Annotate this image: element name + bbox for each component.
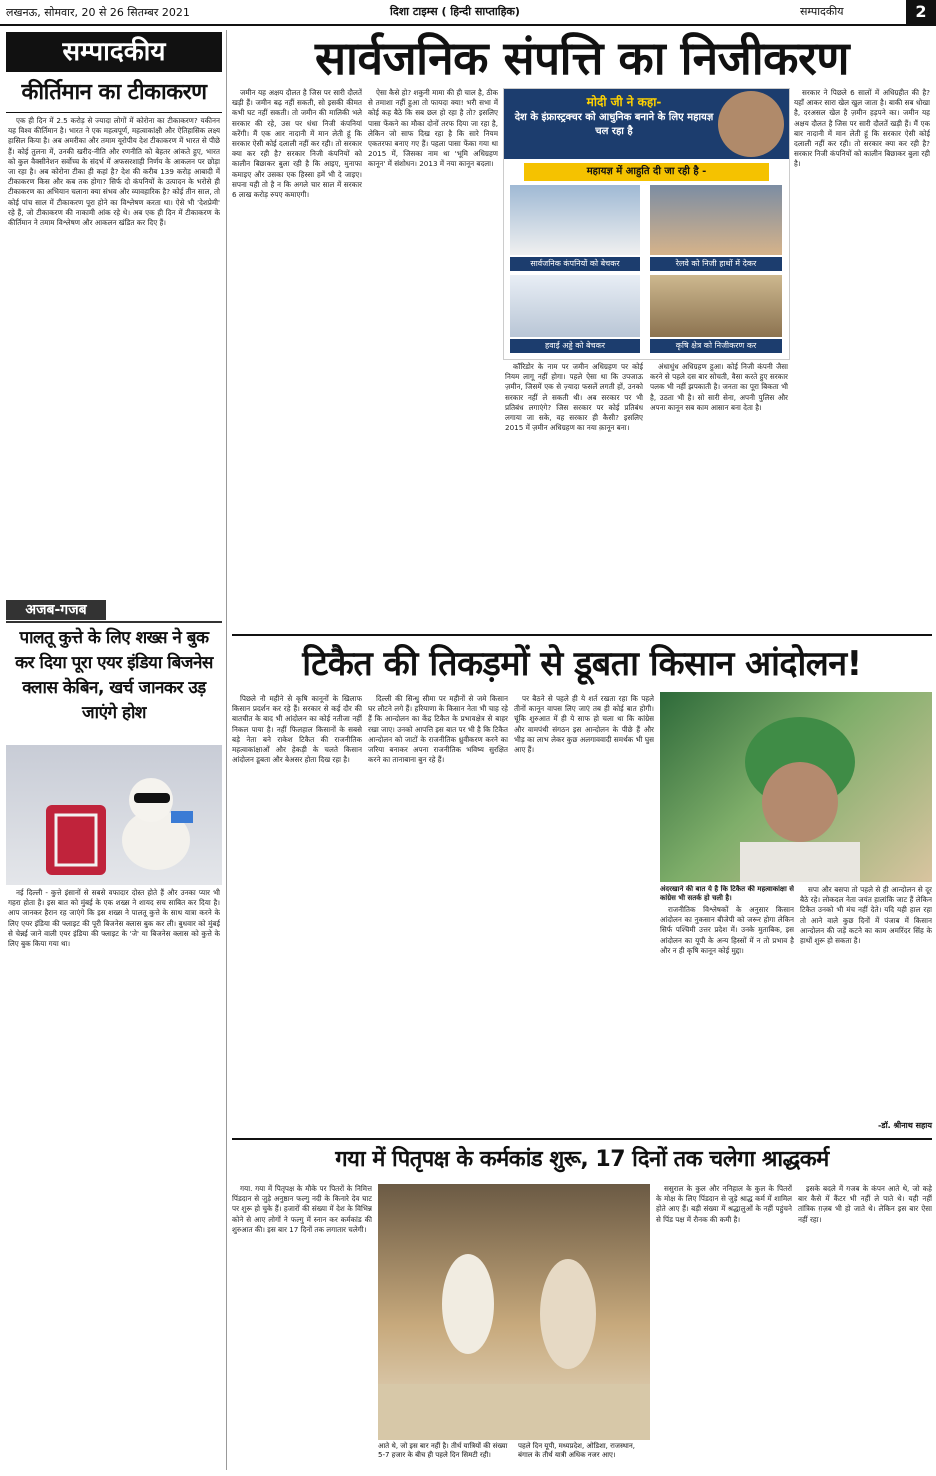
lead-lower-col-1 [505,362,643,628]
photo-farmer [650,275,782,337]
lead-col-2-text: ऐसा कैसे हो? शकुनी मामा की ही चाल है, ठीक से तमाशा नहीं हुआ तो फायदा क्या! भरी सभा में कोई कह बैठे कि सब छल हो रहा है तो? इसलिए पासा फेंकने का मौका दोनों तरफ दिया जा रहा है, लेकिन जो साफ दिख रहा है कि सारे नियम एकतरफा बनाए गए हैं। पहला पासा फेंका गया था 2015 में, जिसका नाम था 'भूमि अधिग्रहण कानून' में संशोधन। 2013 में नया कानून बदला। [368,88,498,169]
tikait-col-2-text: दिल्ली की सिन्धु सीमा पर महीनों से जमे किसान घर लौटने लगे हैं। हरियाणा के किसान नेता भी चाह रहे हैं कि आन्दोलन का केंद्र टिकैत के प्रभावक्षेत्र से बाहर रखा जाए। उनको आपत्ति इस बात पर भी है कि टिकैत आन्दोलन को जाटों के राजनीतिक ध्रुवीकरण करने का जरिया बनाकर अपना राजनीतिक भविष्य सुरक्षित करने का तानाबाना बुन रहे हैं। [368,694,508,765]
lead-graphic [503,88,790,360]
tikait-photo [660,692,932,882]
graphic-subtitle: देश के इंफ्रास्ट्रक्चर को आधुनिक बनाने के लिए महायज्ञ चल रहा है [514,112,714,137]
graphic-banner: महायज्ञ में आहुति दी जा रही है - [524,163,769,181]
graphic-title: मोदी जी ने कहा- [586,95,662,109]
tikait-photo-caption: अंदरखाने की बात ये है कि टिकैत की महत्वाकांक्षा से कांग्रेस भी सतर्क हो चली है। [660,885,794,902]
editorial-body [8,116,220,594]
gaya-photo-caption-2: पहले दिन यूपी, मध्यप्रदेश, ओडिशा, राजस्थान, बंगाल के तीर्थ यात्री अधिक नजर आए। [518,1442,635,1459]
gaya-photo [378,1184,650,1440]
gaya-col-3 [798,1184,932,1472]
graphic-label-1: सार्वजनिक कंपनियों को बेचकर [510,257,640,271]
gaya-col-1-text: गया. गया में पितृपक्ष के मौके पर पितरों के निमित्त पिंडदान से जुड़े अनुष्ठान फल्गु नदी के किनारे देव घाट पर शुरू हो चुके हैं। हजारों की संख्या में देश के विभिन्न कोने से आए लोगों ने फल्गु में स्नान कर कर्मकांड की शुरुआत की। इस बार 17 दिनों तक लगातार चलेगी। [232,1184,372,1234]
masthead [0,0,936,26]
lead-lower-col-1-text: कॉरिडोर के नाम पर जमीन अधिग्रहण पर कोई नियम लागू नहीं होगा। पहले ऐसा था कि उपजाऊ ज़मीन, जिसमें एक से ज़्यादा फसलें लगती हों, उनको सरकार नहीं ले सकती थी। अब सरकार पर भी प्रतिबंध लगाएंगे? जिस सरकार पर कोई प्रतिबंध लगाया जा सके, वह सरकार ही कैसी? इसलिए 2015 में ज़मीन अधिग्रहण का नया क़ानून बना। [505,362,643,433]
dog-photo [6,745,222,885]
gaya-headline: गया में पितृपक्ष के कर्मकांड शुरू, 17 दिनों तक चलेगा श्राद्धकर्म [335,1147,829,1172]
lead-col-1 [232,88,362,628]
editorial-body-text: एक ही दिन में 2.5 करोड़ से ज्यादा लोगों में कोरोना का टीकाकरण? यकीनन यह विश्व कीर्तिमान है। भारत ने एक महत्वपूर्ण, महत्वाकांक्षी और ऐतिहासिक लक्ष्य हासिल किया है। अब अमरीका और तमाम यूरोपीय देश टीकाकरण में भारत से पीछे हैं। कोई तुलना में, उनकी खरीद-नीति और रणनीति को बेहतर आंकते हुए, भारत को कुल वैक्सीनेशन सर्वोच्च के संदर्भ में अफसरशाही निर्णय के आकलन पर छोड़ा जा रहा है। अब कोरोना टीका ही कहां है? देश की करीब 139 करोड़ आबादी में टीकाकरण किस और कब तक होगा? सिर्फ दो कंपनियों के उत्पादन के भरोसे ही टीकाकरण का अभियान चलाना क्या संभव और व्यावहारिक है? कोई तीन साल, तो कोई पांच साल में टीकाकरण पूरा होने का विश्लेषण करता था। ऐसे भी 'देशप्रेमी' रहे हैं, जो टीकाकरण की नाकामी आंक रहे थे। अब एक ही दिन में टीकाकरण के कीर्तिमान ने तमाम विश्लेषण और आकलन खंडित कर दिए हैं। [8,116,220,228]
tikait-col-3-text: पर बैठने से पहले ही ये शर्त रखता रहा कि पहले तीनों कानून वापस लिए जाएं तब ही कोई बात होगी। चूंकि शुरुआत में ही ये साफ हो चला था कि कांग्रेस और वामपंथी संगठन इस आन्दोलन के पीछे हैं और भीड़ का लाभ लेकर कुछ अलगाववादी समर्थक भी घुस आए हैं। [514,694,654,755]
page-number: 2 [906,0,936,24]
lead-lower-col-2-text: अंधाधुंध अधिग्रहण हुआ। कोई निजी कंपनी जैसा करने से पहले दस बार सोचती, वैसा करते हुए सरकार पलक भी नहीं झपकाती है। जनता का पूरा बिकता भी है, उठता भी है। सो सारी सेना, अपनी पुलिस और अपना कानून सब काम आसान बना देता है। [650,362,788,412]
tikait-col-5-text: सपा और बसपा तो पहले से ही आन्दोलन से दूर बैठे रहे। लोकदल नेता जयंत हालांकि जाट हैं लेकिन टिकैत उनको भी मंच नहीं देते। यदि यही हाल रहा तो आने वाले कुछ दिनों में पंजाब में किसान आन्दोलन की जड़ें कटने का काम अमरिंदर सिंह के हाथों शुरू हो सकता है। [800,885,932,946]
lead-col-3-text: सरकार ने पिछले 6 सालों में अधिग्रहीत की है? यहाँ आकर सारा खेल खुल जाता है। बाकी सब धोखा है, दरअसल खेल है ज़मीन हड़पने का। जमीन यह अक्षय दौलत है जिस पर सारी दौलतें खड़ी हैं। मैं एक बार नादानी में मान लेती हूं कि सरकार ऐसी कोई दलाली नहीं कर रही। तो सरकार क्या कर रही है? सरकार निजी कंपनियों को कालीन बिछाकर बुला रही है। [794,88,930,169]
date-line: लखनऊ, सोमवार, 20 से 26 सितम्बर 2021 [6,6,190,19]
gaya-col-2-text: ससुराल के कुल और ननिहाल के कुल के पितरों के मोक्ष के लिए पिंडदान से जुड़े श्राद्ध कर्म में शामिल होते आए हैं। बड़ी संख्या में श्रद्धालुओं के नहीं पहुंचने से पिंड पक्ष में रौनक की कमी है। [656,1184,792,1224]
tikait-col-4 [660,885,794,1135]
lead-col-1-text: जमीन यह अक्षय दौलत है जिस पर सारी दौलतें खड़ी हैं। जमीन बढ़ नहीं सकती, सो इसकी कीमत कभी घट नहीं सकती। तो जमीन की मालिकी भले सरकार की रहे, उस पर धंधा निजी कंपनियां करेंगी। मैं एक आर नादानी में मान लेती हूं कि सरकार ऐसी कोई दलाली नहीं कर रही। तो सरकार क्या कर रही है? सरकार निजी कंपनियों को कालीन बिछाकर बुला रही है कि आइए, मुनाफा कमाइए और उसका एक हिस्सा हमें भी दे जाइए। सपना यही तो है न कि अगले चार साल में सरकार 6 लाख करोड़ रुपए कमाएगी। [232,88,362,200]
gaya-ritual-scene [378,1184,650,1440]
gaya-photo-caption-1: आते थे, जो इस बार नहीं है। तीर्थ यात्रियों की संख्या 5-7 हजार के बीच ही पहले दिन सिमटी रही। [378,1442,508,1459]
paper-name: दिशा टाइम्स ( हिन्दी साप्ताहिक) [390,5,520,18]
tikait-col-2 [368,694,508,1126]
modi-portrait [718,91,784,157]
gaya-col-2 [656,1184,792,1472]
graphic-label-4: कृषि क्षेत्र को निजीकरण कर [650,339,782,353]
lead-headline: सार्वजनिक संपत्ति का निजीकरण [314,31,850,85]
tikait-col-4-text: राजनीतिक विश्लेषकों के अनुसार किसान आंदोलन का नुकसान बीजेपी को जरूर होगा लेकिन सिर्फ पश्चिमी उत्तर प्रदेश में। उनके मुताबिक, इस आंदोलन का यूपी के अन्य हिस्सों में न तो प्रभाव है और न ही कृषि कानून कोई मुद्दा। [660,905,794,955]
photo-airport [510,275,640,337]
tikait-byline: -डॉ. श्रीनाथ सहाय [877,1121,932,1130]
dog-illustration [6,745,222,885]
gaya-col-3-text: इसके बदले में गजब के कंपन आते थे, जो कहे बार कैसे में कैंटर भी नहीं ले पाते थे। यही नहीं तांत्रिक ग़ज़ब भी हो जाते थे। लेकिन इस बार ऐसा नहीं रहा। [798,1184,932,1224]
photo-public-companies [510,185,640,255]
tikait-figure [660,692,932,882]
gaya-col-1 [232,1184,372,1472]
tikait-col-3 [514,694,654,1126]
editorial-section-label: सम्पादकीय [6,32,222,72]
lead-col-2 [368,88,498,628]
tikait-col-1-text: पिछले नौ महीने से कृषि कानूनों के खिलाफ किसान प्रदर्शन कर रहे हैं। सरकार से कई दौर की बातचीत के बाद भी आंदोलन का कोई नतीजा नहीं निकल पाया है। नहीं फिलहाल किसानों के सबसे बड़े नेता बने राकेश टिकैत की राजनीतिक महत्वाकांक्षाओं और हेकड़ी के चलते किसान आंदोलन डूबता और बेअसर होता दिख रहा है। [232,694,362,765]
graphic-label-3: हवाई अड्डे को बेचकर [510,339,640,353]
section-name: सम्पादकीय [800,5,844,18]
lead-col-3 [794,88,930,628]
tikait-col-5 [800,885,932,1117]
tikait-col-1 [232,694,362,1126]
graphic-label-2: रेलवे को निजी हाथों में देकर [650,257,782,271]
editorial-headline: कीर्तिमान का टीकाकरण [21,80,207,105]
ajab-label: अजब-गजब [6,600,106,620]
photo-railway [650,185,782,255]
lead-lower-col-2 [650,362,788,628]
ajab-body [8,888,220,1472]
tikait-headline: टिकैत की तिकड़मों से डूबता किसान आंदोलन! [302,644,862,684]
ajab-body-text: नई दिल्ली - कुत्ते इंसानों से सबसे वफादार दोस्त होते हैं और उनका प्यार भी गहरा होता है। इस बात को मुंबई के एक शख्स ने शायद सच साबित कर दिया है। आप जानकर हैरान रह जाएंगे कि इस शख्स ने पालतू कुत्ते के साथ यात्रा करने के लिए एयर इंडिया की फ्लाइट की पूरी बिजनेस क्लास बुक कर ली। बुधवार को मुंबई से चेन्नई जाने वाली एयर इंडिया की फ्लाइट के 'जे' या बिजनेस क्लास को कुत्ते के लिए बुक किया गया था। [8,888,220,949]
ajab-headline: पालतू कुत्ते के लिए शख्स ने बुक कर दिया पूरा एयर इंडिया बिजनेस क्लास केबिन, खर्च जानकर उड़ जाएंगे होश [15,628,213,723]
